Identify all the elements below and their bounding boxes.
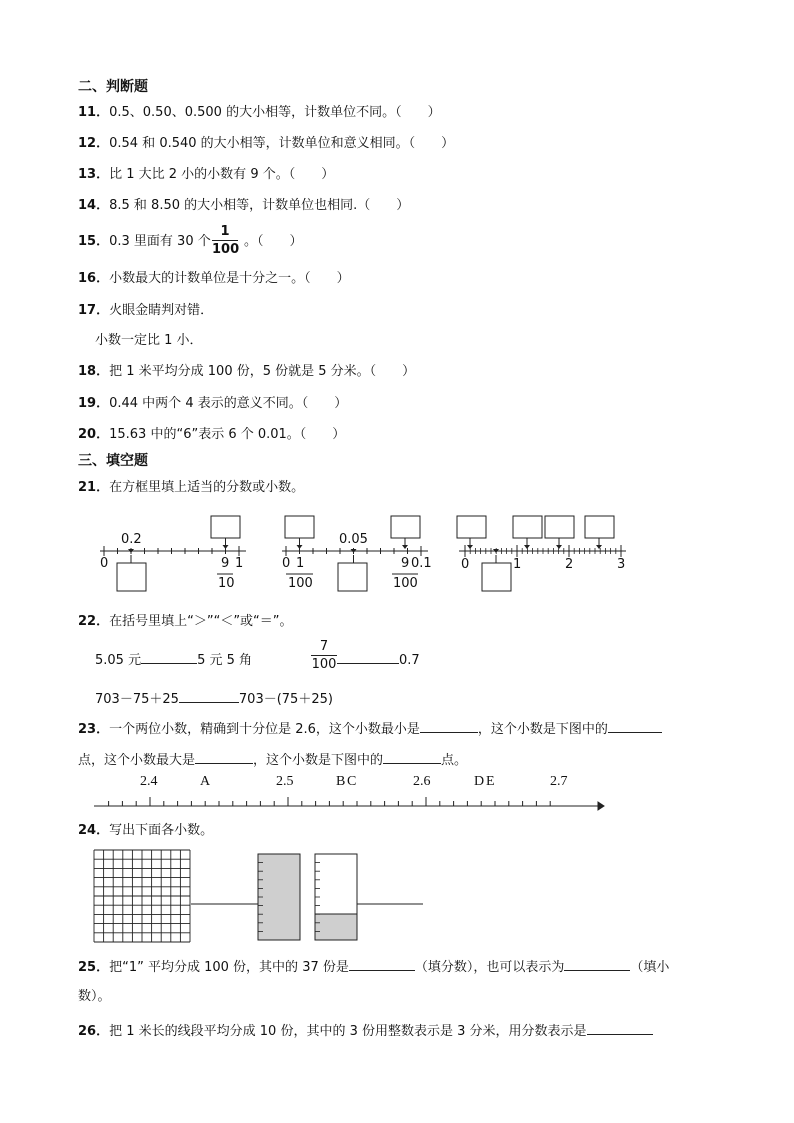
line2-label-0.05: 0.05 [339, 532, 368, 547]
question-14: 14．8.5 和 8.50 的大小相等，计数单位也相同.（ ） [78, 198, 410, 213]
question-text: 点，这个小数最大是 [78, 753, 196, 768]
question-16: 16．小数最大的计数单位是十分之一。（ ） [78, 271, 350, 286]
question-26: 26．把 1 米长的线段平均分成 10 份，其中的 3 份用整数表示是 3 分米，用分数表示是 [78, 1022, 653, 1038]
line3-label-1: 1 [513, 557, 522, 572]
question-number: 17 [78, 303, 97, 318]
question-text: 8.5 和 8.50 的大小相等，计数单位也相同.（ ） [109, 198, 410, 213]
question-number: 16 [78, 271, 97, 286]
line1-frac-num: 9 [221, 556, 230, 571]
axis-label-2.5: 2.5 [276, 774, 294, 789]
question-number: 26 [78, 1024, 97, 1039]
question-15-tail: 。（ ） [244, 234, 303, 249]
question-text: （填分数），也可以表示为 [414, 960, 565, 975]
question-number: 11 [78, 105, 97, 120]
question-12: 12．0.54 和 0.540 的大小相等，计数单位和意义相同。（ ） [78, 136, 455, 151]
question-text: 把 1 米平均分成 100 份，5 份就是 5 分米。（ ） [109, 364, 416, 379]
question-text: 比 1 大比 2 小的小数有 9 个。（ ） [109, 167, 335, 182]
question-18: 18．把 1 米平均分成 100 份，5 份就是 5 分米。（ ） [78, 364, 416, 379]
question-text: （填小 [630, 960, 670, 975]
question-23-line1: 23．一个两位小数，精确到十分位是 2.6，这个小数最小是 ，这个小数是下图中的 [78, 720, 662, 736]
question-11: 11．0.5、0.50、0.500 的大小相等，计数单位不同。（ ） [78, 105, 441, 120]
question-text: 0.3 里面有 30 个 [109, 234, 211, 249]
line3-label-0: 0 [461, 557, 470, 572]
question-text: 0.54 和 0.540 的大小相等，计数单位和意义相同。（ ） [109, 136, 455, 151]
answer-blank[interactable] [587, 1022, 653, 1035]
axis-label-2.7: 2.7 [550, 774, 568, 789]
question-17: 17．火眼金睛判对错． [78, 303, 214, 318]
denominator: 100 [212, 242, 240, 257]
shaded-part [315, 914, 357, 940]
line1-label-1: 1 [235, 556, 244, 571]
question-21: 21．在方框里填上适当的分数或小数。 [78, 480, 305, 495]
question-number: 12 [78, 136, 97, 151]
question-17-statement: 小数一定比 1 小． [95, 333, 203, 348]
question-text: 把 1 米长的线段平均分成 10 份，其中的 3 份用整数表示是 3 分米，用分数表示是 [109, 1024, 587, 1039]
compare-left: 5.05 元 [95, 653, 142, 668]
line2-frac1-num: 1 [296, 556, 305, 571]
question-text: 小数最大的计数单位是十分之一。（ ） [109, 271, 350, 286]
question-number: 19 [78, 396, 97, 411]
question-13: 13．比 1 大比 2 小的小数有 9 个。（ ） [78, 167, 335, 182]
compare-right: 703－(75＋25) [238, 692, 333, 707]
line2-frac2-num: 9 [401, 556, 410, 571]
question-number: 23 [78, 722, 97, 737]
axis-label-2.4: 2.4 [140, 774, 158, 789]
answer-blank[interactable] [349, 958, 415, 971]
axis-label-A: A [200, 774, 211, 789]
question-number: 18 [78, 364, 97, 379]
question-number: 13 [78, 167, 97, 182]
answer-blank[interactable] [564, 958, 630, 971]
question-text: 火眼金睛判对错． [109, 303, 214, 318]
question-text: 把“1” 平均分成 100 份，其中的 37 份是 [109, 960, 349, 975]
numerator: 7 [319, 639, 329, 654]
question-15: 15．0.3 里面有 30 个 [78, 234, 211, 249]
axis-label-E: E [486, 774, 495, 789]
question-text: 0.44 中两个 4 表示的意义不同。（ ） [109, 396, 348, 411]
question-22: 22．在括号里填上“＞”“＜”或“＝”。 [78, 614, 293, 629]
question-text: 在方框里填上适当的分数或小数。 [109, 480, 305, 495]
hundred-grid [94, 850, 190, 942]
question-19: 19．0.44 中两个 4 表示的意义不同。（ ） [78, 396, 348, 411]
compare-right: 5 元 5 角 [197, 653, 253, 668]
line1-label-0: 0 [100, 556, 109, 571]
line2-frac1-den: 100 [288, 576, 313, 591]
question-text: ，这个小数是下图中的 [253, 753, 384, 768]
numerator: 1 [220, 224, 230, 239]
question-number: 24 [78, 823, 97, 838]
denominator: 100 [311, 657, 337, 672]
question-text: 0.5、0.50、0.500 的大小相等，计数单位不同。（ ） [109, 105, 441, 120]
question-number: 20 [78, 427, 97, 442]
line3-label-2: 2 [565, 557, 574, 572]
axis-label-B: B [336, 774, 346, 789]
shaded-bar-full [258, 854, 300, 940]
line2-label-0.1: 0.1 [411, 556, 432, 571]
axis-label-C: C [347, 774, 357, 789]
question-number: 14 [78, 198, 97, 213]
section-heading-fill: 三、填空题 [78, 453, 148, 469]
question-20: 20．15.63 中的“6”表示 6 个 0.01。（ ） [78, 427, 346, 442]
section-heading-judge: 二、判断题 [78, 79, 148, 95]
question-24: 24．写出下面各小数。 [78, 823, 214, 838]
question-text: 在括号里填上“＞”“＜”或“＝”。 [109, 614, 293, 629]
question-text: 写出下面各小数。 [109, 823, 214, 838]
question-25-line2: 数）。 [78, 989, 111, 1004]
line3-label-3: 3 [617, 557, 626, 572]
question-number: 15 [78, 234, 97, 249]
question-text: 点。 [441, 753, 468, 768]
axis-label-D: D [474, 774, 485, 789]
question-text: 15.63 中的“6”表示 6 个 0.01。（ ） [109, 427, 346, 442]
axis-label-2.6: 2.6 [413, 774, 431, 789]
line1-label-0.2: 0.2 [121, 532, 142, 547]
question-number: 25 [78, 960, 97, 975]
question-25-line1: 25．把“1” 平均分成 100 份，其中的 37 份是 （填分数），也可以表示为 （填小 [78, 960, 670, 975]
line2-frac2-den: 100 [393, 576, 418, 591]
compare-right: 0.7 [399, 653, 420, 668]
question-text: 一个两位小数，精确到十分位是 2.6，这个小数最小是 [109, 722, 420, 737]
question-number: 22 [78, 614, 97, 629]
question-number: 21 [78, 480, 97, 495]
line1-frac-den: 10 [218, 576, 235, 591]
line2-label-0: 0 [282, 556, 291, 571]
compare-left: 703－75＋25 [95, 692, 179, 707]
question-text: ，这个小数是下图中的 [477, 722, 608, 737]
